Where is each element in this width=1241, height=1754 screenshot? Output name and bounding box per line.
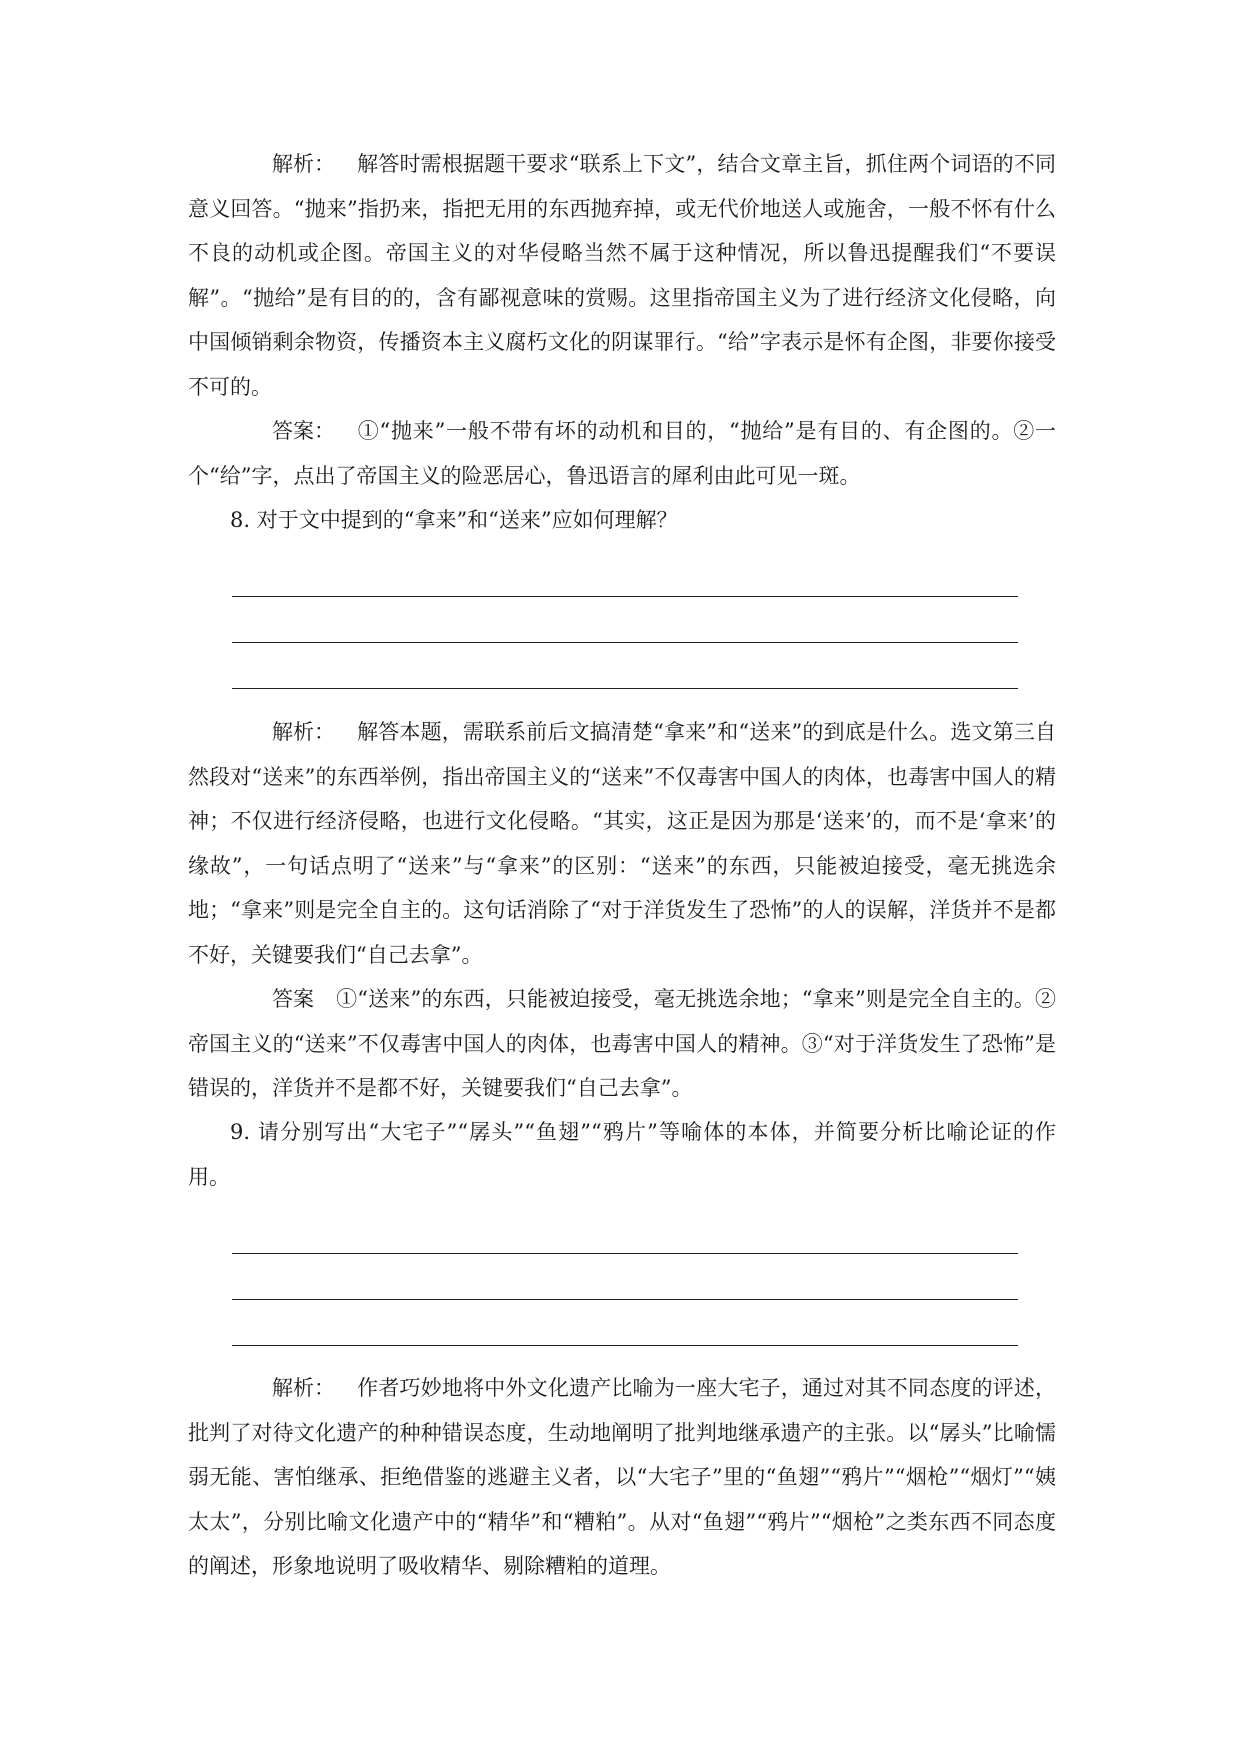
answer-blank-line[interactable] xyxy=(232,1345,1018,1346)
answer-text-7: ①“抛来”一般不带有坏的动机和目的，“抛给”是有目的、有企图的。②一个“给”字，点出了帝国主义的险恶居心，鲁迅语言的犀利由此可见一斑。 xyxy=(188,419,1056,488)
analysis-text-8: 解答本题，需联系前后文搞清楚“拿来”和“送来”的到底是什么。选文第三自然段对“送来”的东西举例，指出帝国主义的“送来”不仅毒害中国人的肉体，也毒害中国人的精神；不仅进行经济侵略，也进行文化侵略。“其实，这正是因为那是‘送来’的，而不是‘拿来’的缘故”，一句话点明了“送来”与“拿来”的区别：“送来”的东西，只能被迫接受，毫无挑选余地；“拿来”则是完全自主的。这句话消除了“对于洋货发生了恐怖”的人的误解，洋货并不是都不好，关键要我们“自己去拿”。 xyxy=(188,720,1056,967)
answer-blank-line[interactable] xyxy=(232,1253,1018,1254)
answer-blank-line[interactable] xyxy=(232,688,1018,689)
analysis-label: 解析： xyxy=(272,152,335,176)
answer-text-8: ①“送来”的东西，只能被迫接受，毫无挑选余地；“拿来”则是完全自主的。②帝国主义的“送来”不仅毒害中国人的肉体，也毒害中国人的精神。③“对于洋货发生了恐怖”是错误的，洋货并不是都不好，关键要我们“自己去拿”。 xyxy=(188,987,1056,1100)
analysis-label: 解析： xyxy=(272,720,335,744)
answer-paragraph-8 xyxy=(188,977,1056,1111)
analysis-label: 解析： xyxy=(272,1376,335,1400)
answer-blank-line[interactable] xyxy=(232,642,1018,643)
answer-label: 答案 xyxy=(272,987,314,1011)
analysis-text-7: 解答时需根据题干要求“联系上下文”，结合文章主旨，抓住两个词语的不同意义回答。“抛来”指扔来，指把无用的东西抛弃掉，或无代价地送人或施舍，一般不怀有什么不良的动机或企图。帝国主义的对华侵略当然不属于这种情况，所以鲁迅提醒我们“不要误解”。“抛给”是有目的的，含有鄙视意味的赏赐。这里指帝国主义为了进行经济文化侵略，向中国倾销剩余物资，传播资本主义腐朽文化的阴谋罪行。“给”字表示是怀有企图，非要你接受不可的。 xyxy=(188,152,1056,399)
question-8 xyxy=(188,498,1056,543)
question-9 xyxy=(188,1110,1056,1199)
answer-blank-line[interactable] xyxy=(232,1299,1018,1300)
analysis-paragraph-8 xyxy=(188,710,1056,977)
analysis-paragraph-7 xyxy=(188,142,1056,409)
question-8-text: 8. 对于文中提到的“拿来”和“送来”应如何理解？ xyxy=(230,508,678,532)
answer-paragraph-7 xyxy=(188,409,1056,498)
analysis-paragraph-9 xyxy=(188,1366,1056,1589)
analysis-text-9: 作者巧妙地将中外文化遗产比喻为一座大宅子，通过对其不同态度的评述，批判了对待文化遗产的种种错误态度，生动地阐明了批判地继承遗产的主张。以“孱头”比喻懦弱无能、害怕继承、拒绝借鉴的逃避主义者，以“大宅子”里的“鱼翅”“鸦片”“烟枪”“烟灯”“姨太太”，分别比喻文化遗产中的“精华”和“糟粕”。从对“鱼翅”“鸦片”“烟枪”之类东西不同态度的阐述，形象地说明了吸收精华、剔除糟粕的道理。 xyxy=(188,1376,1056,1578)
answer-label: 答案： xyxy=(272,419,335,443)
answer-blank-line[interactable] xyxy=(232,596,1018,597)
question-9-text: 9. 请分别写出“大宅子”“孱头”“鱼翅”“鸦片”等喻体的本体，并简要分析比喻论证的作用。 xyxy=(188,1120,1056,1189)
